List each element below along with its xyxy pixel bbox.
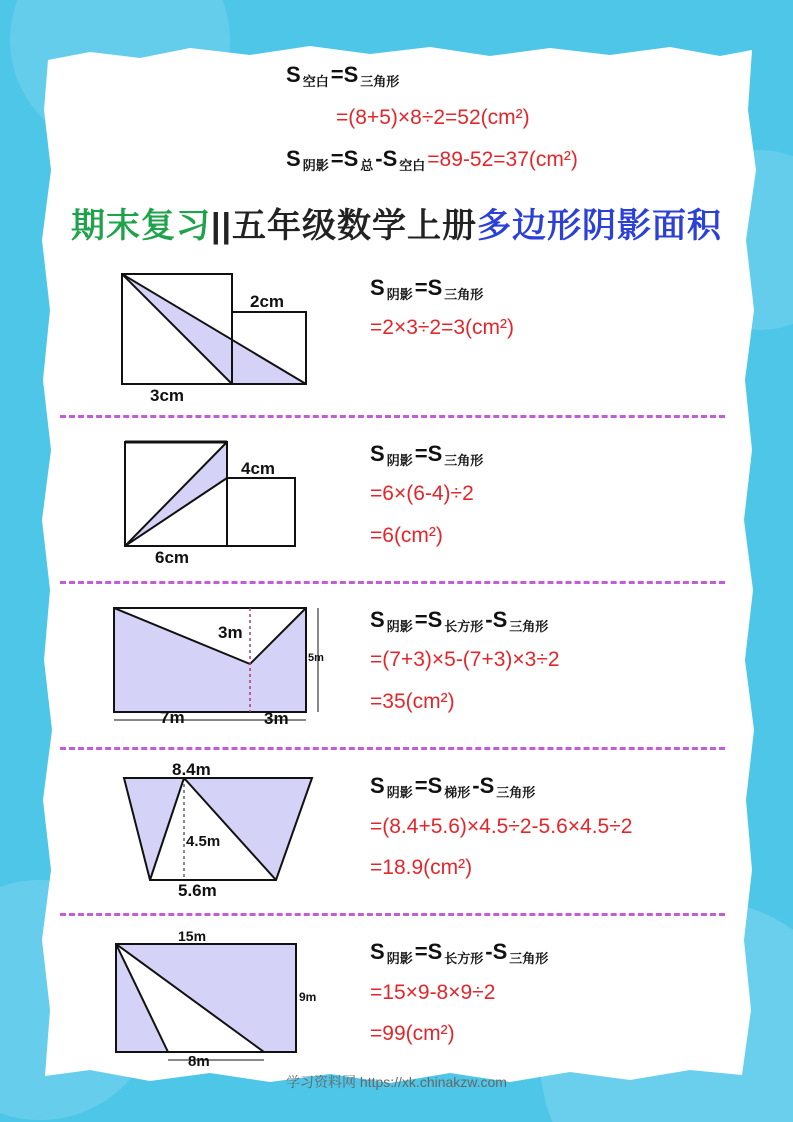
symbol-s: S — [427, 607, 443, 632]
top-formula-line2: =(8+5)×8÷2=52(cm²) — [336, 106, 530, 129]
symbol-s: S — [492, 607, 508, 632]
subscript: 阴影 — [386, 951, 413, 966]
label-4-5m: 4.5m — [186, 833, 221, 850]
solution-4-line-2: =18.9(cm²) — [370, 856, 473, 879]
label-3m: 3m — [218, 623, 243, 642]
symbol-s: S — [343, 146, 359, 171]
subscript: 三角形 — [496, 785, 536, 800]
minus: - — [472, 773, 480, 798]
equals: = — [414, 607, 428, 632]
title-part-grade: ||五年级数学上册 — [210, 207, 478, 245]
solution-3-line-1: =(7+3)×5-(7+3)×3÷2 — [370, 648, 560, 671]
minus: - — [485, 939, 493, 964]
divider — [60, 415, 725, 418]
formula-3 — [370, 607, 550, 635]
subscript: 空白 — [302, 74, 329, 89]
solution-1-line-1: =2×3÷2=3(cm²) — [370, 316, 515, 339]
footer-watermark: 学习资料网 https://xk.chinakzw.com — [286, 1074, 507, 1090]
label-7m: 7m — [160, 708, 185, 727]
symbol-s: S — [286, 146, 301, 171]
page-title — [0, 198, 793, 247]
formula-1 — [370, 275, 485, 303]
symbol-s: S — [370, 607, 385, 632]
result: =89-52=37(cm²) — [427, 148, 578, 171]
top-formula-line3 — [286, 146, 578, 174]
symbol-s: S — [343, 62, 359, 87]
equals: = — [414, 441, 428, 466]
subscript: 阴影 — [386, 785, 413, 800]
subscript: 阴影 — [386, 453, 413, 468]
symbol-s: S — [427, 939, 443, 964]
symbol-s: S — [370, 275, 385, 300]
subscript: 总 — [360, 158, 374, 173]
solution-2-line-2: =6(cm²) — [370, 524, 443, 547]
symbol-s: S — [382, 146, 398, 171]
label-15m: 15m — [178, 928, 207, 944]
label-2cm: 2cm — [250, 292, 285, 311]
subscript: 长方形 — [444, 619, 484, 634]
formula-5 — [370, 939, 550, 967]
symbol-s: S — [370, 441, 385, 466]
solution-5-line-1: =15×9-8×9÷2 — [370, 981, 496, 1004]
divider — [60, 913, 725, 916]
figure-5 — [110, 926, 330, 1071]
divider — [60, 581, 725, 584]
solution-3-line-2: =35(cm²) — [370, 690, 455, 713]
subscript: 阴影 — [302, 158, 329, 173]
symbol-s: S — [427, 275, 443, 300]
divider — [60, 747, 725, 750]
subscript: 三角形 — [360, 74, 400, 89]
subscript: 阴影 — [386, 287, 413, 302]
figure-1 — [110, 268, 320, 408]
subscript: 三角形 — [509, 951, 549, 966]
label-3cm: 3cm — [150, 386, 185, 405]
solution-5-line-2: =99(cm²) — [370, 1022, 455, 1045]
symbol-s: S — [370, 939, 385, 964]
symbol-s: S — [427, 441, 443, 466]
label-8m: 8m — [188, 1053, 210, 1070]
symbol-s: S — [370, 773, 385, 798]
label-5-6m: 5.6m — [178, 881, 217, 898]
figure-3 — [108, 600, 338, 730]
label-3m-base: 3m — [264, 709, 289, 728]
equals: = — [330, 62, 344, 87]
subscript: 阴影 — [386, 619, 413, 634]
equals: = — [414, 275, 428, 300]
minus: - — [375, 146, 383, 171]
equals: = — [414, 939, 428, 964]
symbol-s: S — [427, 773, 443, 798]
title-part-review: 期末复习 — [70, 207, 211, 245]
subscript: 三角形 — [444, 453, 484, 468]
equals: = — [414, 773, 428, 798]
label-5m: 5m — [308, 652, 324, 664]
subscript: 三角形 — [509, 619, 549, 634]
minus: - — [485, 607, 493, 632]
subscript: 梯形 — [444, 785, 471, 800]
formula-2 — [370, 441, 485, 469]
subscript: 长方形 — [444, 951, 484, 966]
subscript: 空白 — [399, 158, 426, 173]
symbol-s: S — [492, 939, 508, 964]
equals: = — [330, 146, 344, 171]
solution-2-line-1: =6×(6-4)÷2 — [370, 482, 474, 505]
title-part-topic: 多边形阴影面积 — [477, 207, 723, 245]
label-6cm: 6cm — [155, 548, 190, 567]
label-4cm: 4cm — [241, 459, 276, 478]
symbol-s: S — [286, 62, 301, 87]
label-8-4m: 8.4m — [172, 760, 211, 779]
label-9m: 9m — [299, 990, 317, 1004]
top-formula-line1 — [286, 62, 401, 90]
formula-4 — [370, 773, 537, 801]
symbol-s: S — [479, 773, 495, 798]
figure-2 — [115, 436, 305, 571]
solution-4-line-1: =(8.4+5.6)×4.5÷2-5.6×4.5÷2 — [370, 815, 633, 838]
figure-4 — [118, 758, 318, 898]
subscript: 三角形 — [444, 287, 484, 302]
